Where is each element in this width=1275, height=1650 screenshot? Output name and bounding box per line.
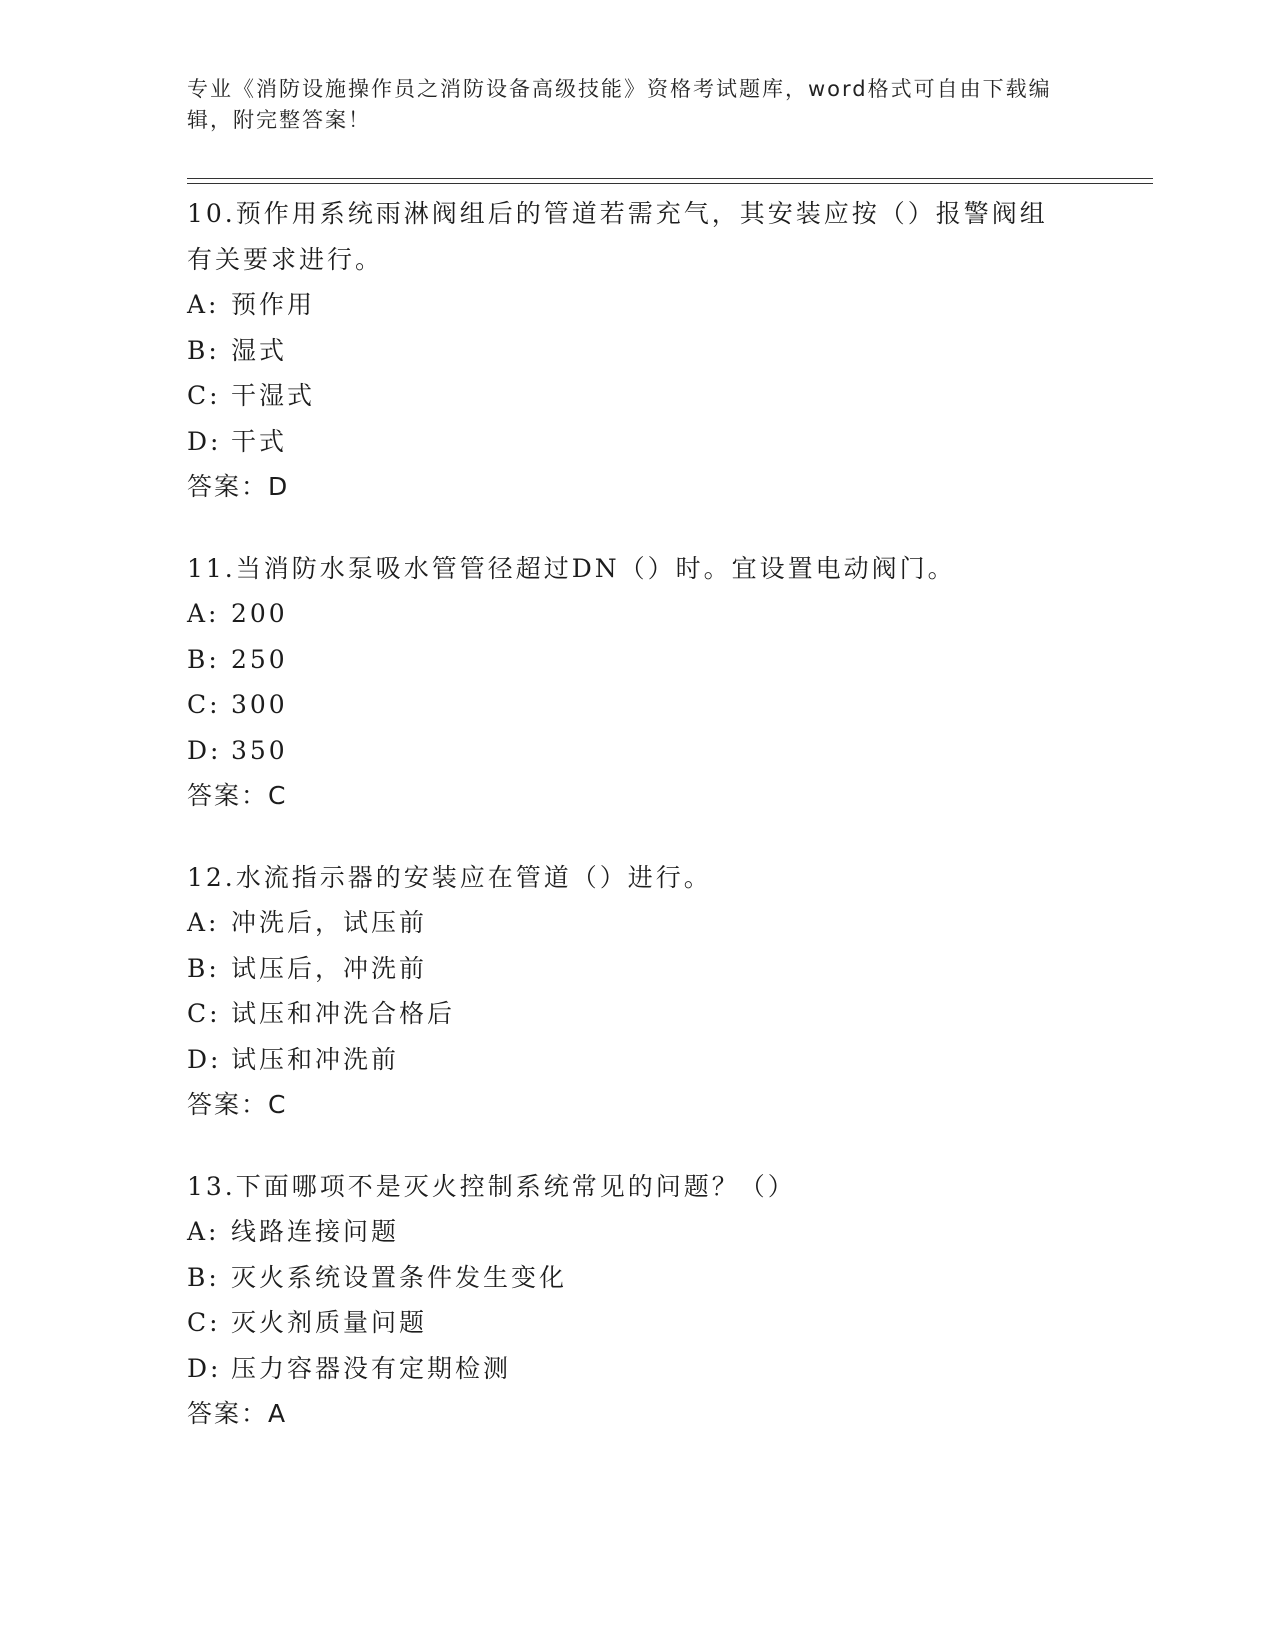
question-list (187, 191, 1087, 1437)
option-key: A: (187, 1217, 220, 1246)
option-text: 试压和冲洗合格后 (231, 999, 456, 1028)
option-a (187, 1209, 1087, 1255)
option-key: C: (187, 381, 221, 410)
option-text: 试压和冲洗前 (231, 1044, 400, 1074)
option-text: 预作用 (231, 290, 316, 319)
answer-line: 答案：C (187, 781, 288, 810)
option-b (187, 328, 1087, 374)
option-text: 干湿式 (231, 381, 316, 410)
option-b (187, 1255, 1087, 1301)
option-text: 压力容器没有定期检测 (231, 1353, 512, 1383)
option-key: B: (187, 953, 220, 983)
option-key: D: (187, 426, 222, 456)
option-text: 湿式 (231, 335, 288, 365)
option-key: A: (187, 599, 220, 628)
option-key: D: (187, 735, 222, 765)
header-divider-bottom (187, 183, 1153, 184)
option-text: 200 (231, 599, 288, 628)
option-a (187, 591, 1087, 637)
option-key: D: (187, 1353, 222, 1383)
option-key: A: (187, 290, 220, 319)
question-stem: 12.水流指示器的安装应在管道（）进行。 (187, 862, 712, 892)
question-item (187, 191, 1087, 510)
option-key: D: (187, 1044, 222, 1074)
option-key: C: (187, 1308, 221, 1337)
question-stem: 11.当消防水泵吸水管管径超过DN（）时。宜设置电动阀门。 (187, 553, 956, 583)
option-text: 试压后，冲洗前 (231, 953, 428, 983)
header-divider-top (187, 178, 1153, 179)
option-b (187, 946, 1087, 992)
option-c (187, 991, 1087, 1037)
option-key: C: (187, 690, 221, 719)
option-text: 冲洗后，试压前 (231, 908, 428, 937)
option-c (187, 1300, 1087, 1346)
option-text: 灭火系统设置条件发生变化 (231, 1262, 568, 1292)
option-text: 250 (231, 644, 288, 674)
question-item (187, 855, 1087, 1128)
answer-line: 答案：C (187, 1090, 288, 1119)
option-d (187, 419, 1087, 465)
answer-line: 答案：D (187, 472, 290, 501)
question-stem: 13.下面哪项不是灭火控制系统常见的问题？（） (187, 1171, 796, 1201)
option-c (187, 373, 1087, 419)
option-key: B: (187, 644, 220, 674)
option-d (187, 728, 1087, 774)
option-d (187, 1346, 1087, 1392)
option-key: A: (187, 908, 220, 937)
option-text: 灭火剂质量问题 (231, 1308, 428, 1337)
option-key: B: (187, 335, 220, 365)
option-text: 线路连接问题 (231, 1217, 400, 1246)
option-c (187, 682, 1087, 728)
question-item (187, 1164, 1087, 1437)
option-text: 350 (231, 735, 288, 765)
question-stem: 10.预作用系统雨淋阀组后的管道若需充气，其安装应按（）报警阀组有关要求进行。 (187, 199, 1048, 274)
option-text: 干式 (231, 426, 288, 456)
option-a (187, 900, 1087, 946)
answer-line: 答案：A (187, 1399, 288, 1428)
option-b (187, 637, 1087, 683)
document-intro: 专业《消防设施操作员之消防设备高级技能》资格考试题库，word格式可自由下载编辑，附完整答案！ (187, 77, 1052, 132)
option-text: 300 (231, 690, 288, 719)
option-key: C: (187, 999, 221, 1028)
option-key: B: (187, 1262, 220, 1292)
question-item (187, 546, 1087, 819)
option-a (187, 282, 1087, 328)
option-d (187, 1037, 1087, 1083)
